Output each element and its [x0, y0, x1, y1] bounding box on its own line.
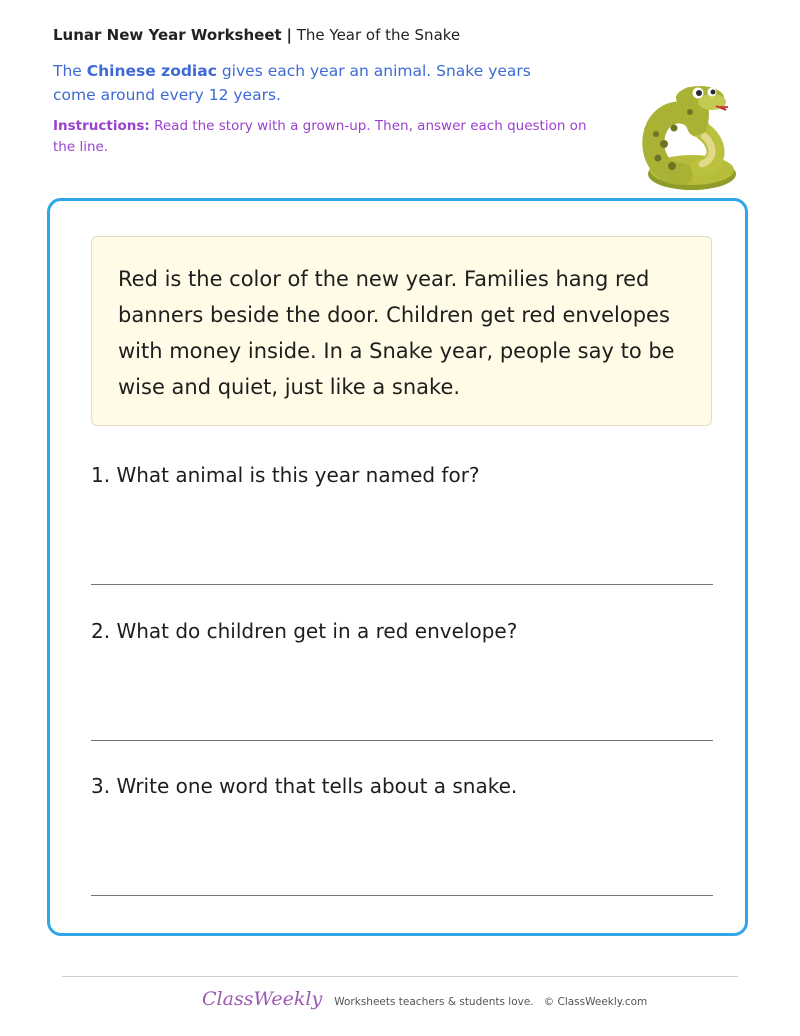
- brand-logo[interactable]: ClassWeekly: [202, 988, 323, 1010]
- worksheet-subtitle: The Year of the Snake: [296, 26, 461, 44]
- snake-illustration-icon: [642, 82, 742, 194]
- worksheet-card: [47, 198, 748, 936]
- question-2: 2. What do children get in a red envelope?: [91, 619, 518, 643]
- answer-line-2[interactable]: [91, 740, 713, 741]
- worksheet-header: [53, 26, 460, 44]
- instructions-label: Instructions:: [53, 118, 150, 134]
- question-3: 3. Write one word that tells about a snake.: [91, 774, 518, 798]
- footer-divider: [62, 976, 738, 977]
- intro-rest: gives each year an animal. Snake years come around every 12 years.: [53, 62, 531, 104]
- worksheet-title: Lunar New Year Worksheet: [53, 26, 282, 44]
- instructions-text: Read the story with a grown-up. Then, answer each question on the line.: [53, 118, 587, 155]
- intro-lead: The: [53, 62, 82, 80]
- footer-copyright: © ClassWeekly.com: [543, 996, 648, 1008]
- intro-highlight: Chinese zodiac: [86, 62, 217, 80]
- story-box: Red is the color of the new year. Families hang red banners beside the door. Children get red envelopes with money inside. In a Snake year, people say to be wise and quiet, just like a snake.: [91, 236, 712, 426]
- intro-text: [53, 59, 573, 107]
- answer-line-3[interactable]: [91, 895, 713, 896]
- answer-line-1[interactable]: [91, 584, 713, 585]
- header-separator: |: [286, 26, 292, 44]
- question-1: 1. What animal is this year named for?: [91, 463, 480, 487]
- instructions: [53, 116, 593, 158]
- footer-tagline: Worksheets teachers & students love.: [334, 996, 534, 1008]
- footer: [202, 988, 647, 1014]
